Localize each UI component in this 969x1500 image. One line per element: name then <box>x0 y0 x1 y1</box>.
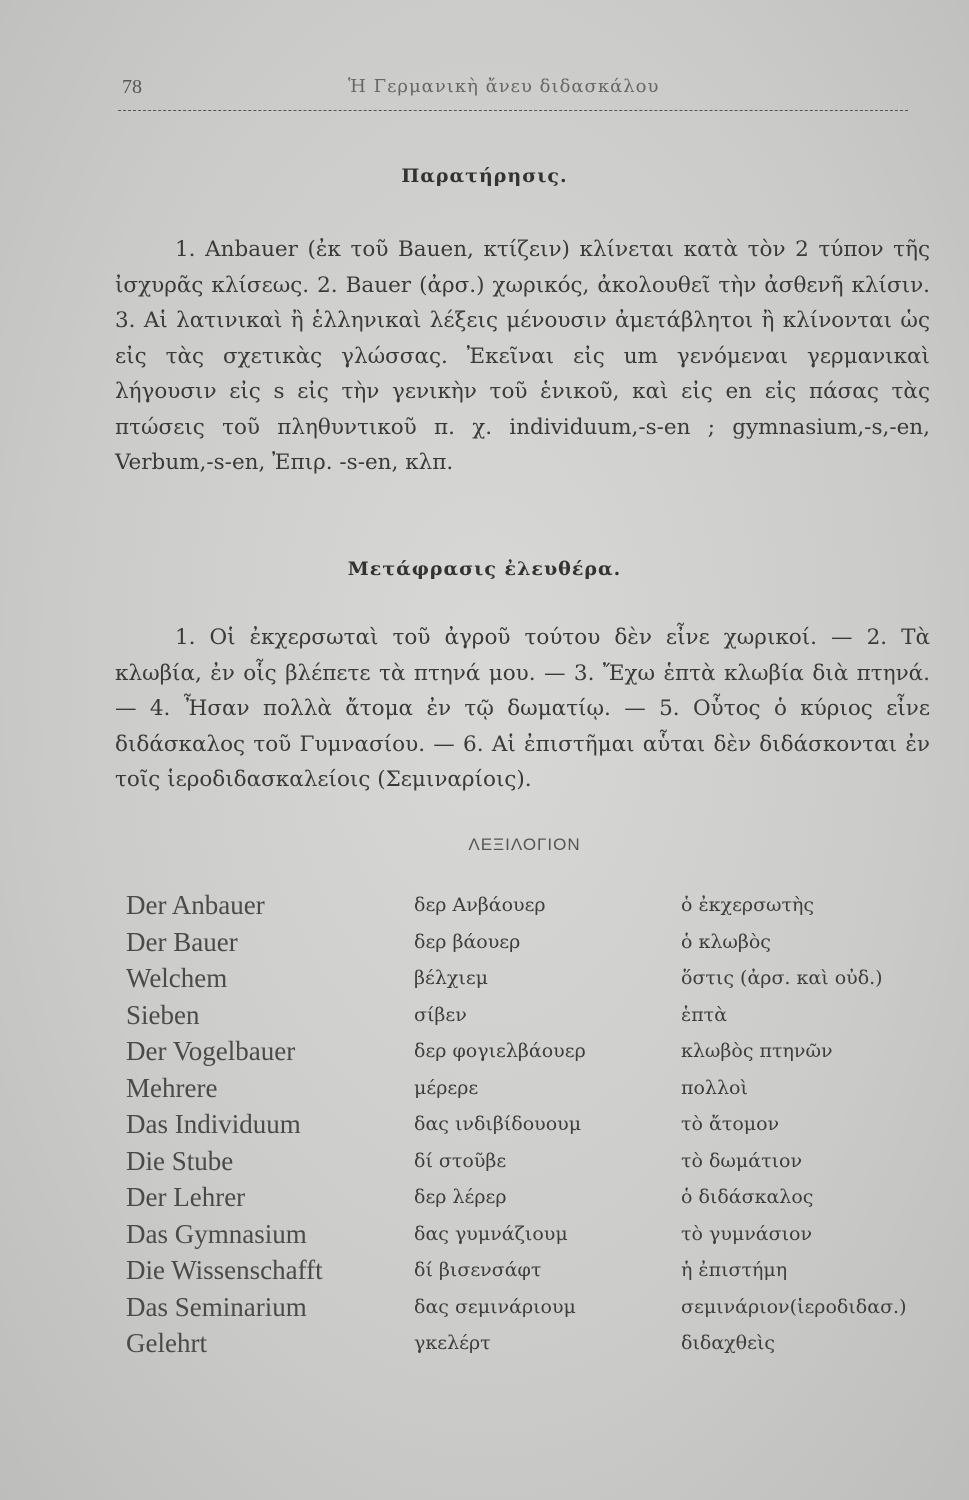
glossary-row <box>126 1292 926 1329</box>
glossary-german: Die Stube <box>126 1145 234 1176</box>
glossary-german: Der Vogelbauer <box>126 1036 296 1066</box>
glossary-transliteration: δερ Ανβάουερ <box>414 894 546 916</box>
glossary-row <box>126 890 926 927</box>
glossary-transliteration: μέρερε <box>414 1076 479 1099</box>
glossary-german: Sieben <box>126 999 200 1030</box>
glossary-row <box>126 1255 926 1292</box>
glossary-greek: ἑπτὰ <box>681 1003 728 1026</box>
page-number: 78 <box>122 76 142 98</box>
glossary-title: ΛΕΞΙΛΟΓΙΟΝ <box>468 835 581 854</box>
glossary-row <box>126 1328 926 1365</box>
glossary-german: Das Gymnasium <box>126 1218 307 1249</box>
glossary-transliteration: σίβεν <box>414 1003 467 1026</box>
glossary-greek: τὸ δωμάτιον <box>681 1149 803 1172</box>
glossary-transliteration: δερ λέρερ <box>414 1186 507 1208</box>
glossary-row <box>126 963 926 1000</box>
glossary-transliteration: γκελέρτ <box>414 1332 491 1354</box>
glossary-german: Der Anbauer <box>126 890 265 920</box>
glossary-greek: τὸ ἄτομον <box>681 1113 780 1135</box>
glossary-row <box>126 1000 926 1037</box>
glossary-greek: ὁ ἐκχερσωτὴς <box>681 894 815 916</box>
glossary-row <box>126 1146 926 1183</box>
glossary-german: Gelehrt <box>126 1328 207 1358</box>
glossary-greek: ὅστις (ἀρσ. καὶ οὐδ.) <box>681 967 883 989</box>
glossary-greek: ἡ ἐπιστήμη <box>681 1259 788 1281</box>
remarks-text: 1. Anbauer (ἐκ τοῦ Bauen, κτίζειν) κλίνεται κατὰ τὸν 2 τύπον τῆς ἰσχυρᾶς κλίσεως. 2. Bauer (ἀρσ.) χωρικός, ἀκολουθεῖ τὴν ἀσθενῆ κλίσιν. 3. Αἱ λατινικαὶ ἢ ἑλληνικαὶ λέξεις μένουσιν ἀμετάβλητοι ἢ κλίνονται ὡς εἰς τὰς σχετικὰς γλώσσας. Ἐκεῖναι εἰς um γενόμεναι γερμανικαὶ λήγουσιν εἰς s εἰς τὴν γενικὴν τοῦ ἑνικοῦ, καὶ εἰς en εἰς πάσας τὰς πτώσεις τοῦ πληθυντικοῦ π. χ. individuum,-s-en ; gymnasium,-s,-en, Verbum,-s-en, Ἐπιρ. -s-en, κλπ. <box>115 237 930 475</box>
glossary-row <box>126 1036 926 1073</box>
glossary-greek: διδαχθεὶς <box>681 1332 776 1354</box>
glossary-greek: τὸ γυμνάσιον <box>681 1222 813 1245</box>
glossary-transliteration: δερ βάουερ <box>414 930 521 953</box>
remarks-heading: Παρατήρησις. <box>401 165 568 187</box>
glossary-row <box>126 1219 926 1256</box>
glossary-transliteration: δί στοῦβε <box>414 1149 507 1172</box>
glossary-transliteration: δας ινδιβίδουουμ <box>414 1113 582 1135</box>
glossary-german: Mehrere <box>126 1072 218 1103</box>
glossary-row <box>126 927 926 964</box>
glossary-transliteration: δας γυμνάζιουμ <box>414 1222 568 1245</box>
glossary-german: Der Lehrer <box>126 1182 246 1212</box>
glossary-transliteration: δας σεμινάριουμ <box>414 1295 576 1318</box>
glossary-greek: κλωβὸς πτηνῶν <box>681 1040 833 1062</box>
glossary-greek: ὁ διδάσκαλος <box>681 1186 814 1208</box>
glossary-transliteration: δί βισενσάφτ <box>414 1259 542 1281</box>
glossary-row <box>126 1073 926 1110</box>
translation-text: 1. Οἱ ἐκχερσωταὶ τοῦ ἀγροῦ τούτου δὲν εἶνε χωρικοί. — 2. Τὰ κλωβία, ἐν οἷς βλέπετε τὰ πτηνά μου. — 3. Ἔχω ἑπτὰ κλωβία διὰ πτηνά. — 4. Ἦσαν πολλὰ ἄτομα ἐν τῷ δωματίῳ. — 5. Οὗτος ὁ κύριος εἶνε διδάσκαλος τοῦ Γυμνασίου. — 6. Αἱ ἐπιστῆμαι αὗται δὲν διδάσκονται ἐν τοῖς ἱεροδιδασκαλείοις (Σεμιναρίοις). <box>115 625 930 792</box>
translation-paragraph <box>115 620 930 798</box>
glossary-row <box>126 1109 926 1146</box>
running-title: Ἡ Γερμανικὴ ἄνευ διδασκάλου <box>348 76 660 97</box>
translation-heading: Μετάφρασις ἐλευθέρα. <box>347 558 622 580</box>
glossary-german: Das Seminarium <box>126 1291 307 1322</box>
glossary-german: Das Individuum <box>126 1109 301 1139</box>
glossary-german: Der Bauer <box>126 926 238 957</box>
glossary-row <box>126 1182 926 1219</box>
glossary-greek: ὁ κλωβὸς <box>681 930 771 953</box>
glossary-table <box>126 890 926 1365</box>
page-header <box>118 70 908 111</box>
glossary-german: Welchem <box>126 963 228 993</box>
glossary-greek: πολλοὶ <box>681 1076 748 1099</box>
glossary-transliteration: δερ φογιελβάουερ <box>414 1040 586 1062</box>
remarks-paragraph <box>115 232 930 481</box>
glossary-german: Die Wissenschafft <box>126 1255 323 1285</box>
glossary-transliteration: βέλχιεμ <box>414 967 489 989</box>
glossary-greek: σεμινάριον(ἱεροδιδασ.) <box>681 1295 907 1318</box>
